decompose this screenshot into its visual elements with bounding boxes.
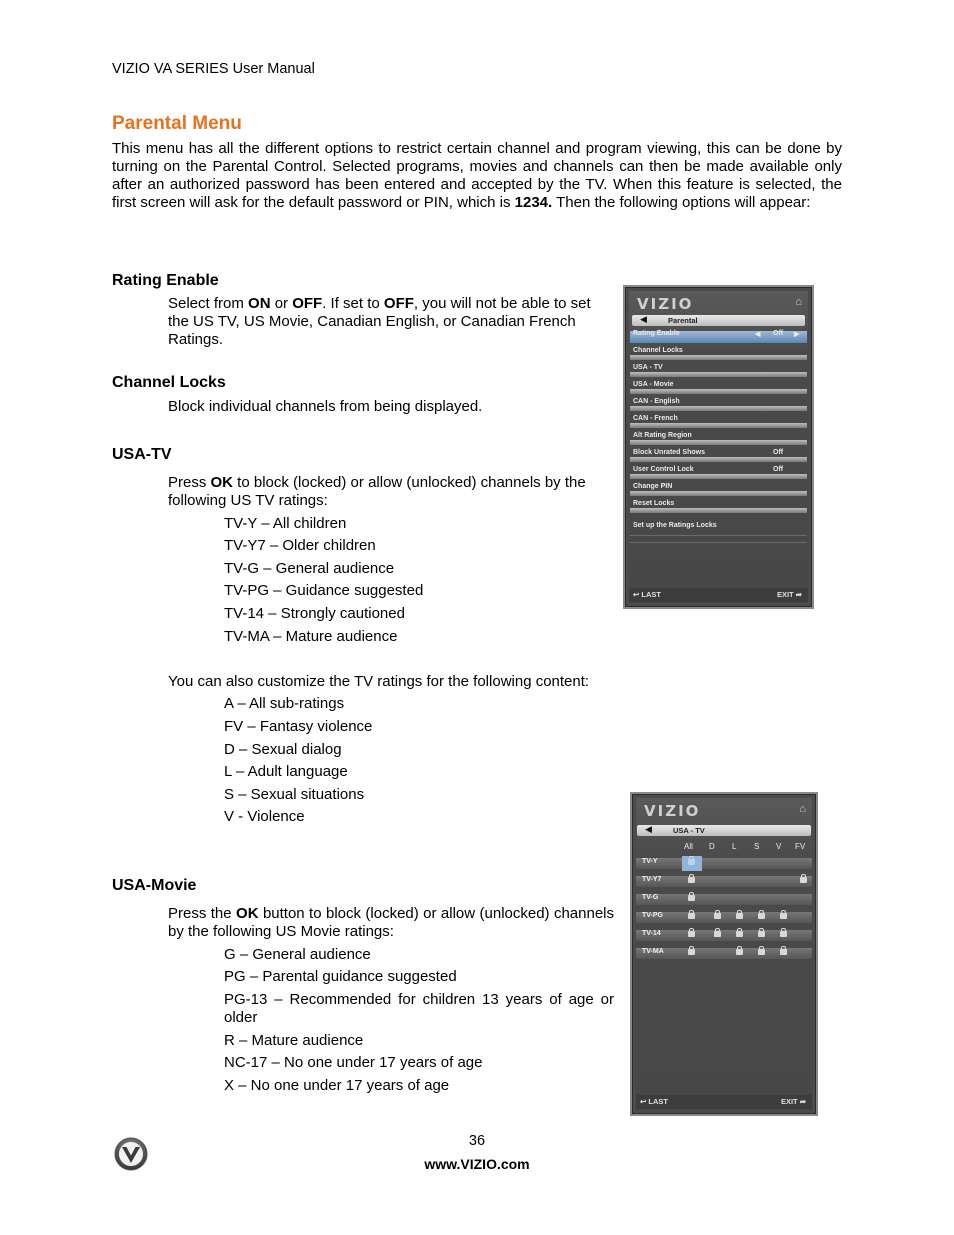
breadcrumb: ◀ Parental xyxy=(632,315,805,326)
lock-icon[interactable] xyxy=(780,949,787,955)
list-item: TV-Y – All children xyxy=(224,515,347,532)
section-title: Parental Menu xyxy=(112,113,242,134)
grid-row[interactable] xyxy=(636,910,812,925)
lock-icon[interactable] xyxy=(688,877,695,883)
list-item: D – Sexual dialog xyxy=(224,741,342,758)
vizio-v-logo xyxy=(112,1137,150,1171)
list-item: FV – Fantasy violence xyxy=(224,718,373,735)
list-item: X – No one under 17 years of age xyxy=(224,1077,450,1094)
list-item: PG – Parental guidance suggested xyxy=(224,968,457,985)
back-arrow-icon: ◀ xyxy=(640,314,647,324)
list-item: S – Sexual situations xyxy=(224,786,365,803)
lock-icon[interactable] xyxy=(736,949,743,955)
grid-row-band xyxy=(636,894,812,905)
last-button[interactable]: ↩ LAST xyxy=(633,590,661,599)
lock-icon[interactable] xyxy=(714,931,721,937)
grid-row-label: TV-MA xyxy=(642,948,664,955)
menu-item-can-english[interactable]: CAN - English xyxy=(630,399,807,411)
menu-item-usa-tv[interactable]: USA - TV xyxy=(630,365,807,377)
list-item: TV-14 – Strongly cautioned xyxy=(224,605,405,622)
menu-item-block-unrated[interactable]: Block Unrated Shows Off xyxy=(630,450,807,462)
website-link[interactable]: www.VIZIO.com xyxy=(424,1156,530,1172)
lock-icon[interactable] xyxy=(688,913,695,919)
list-item: TV-G – General audience xyxy=(224,560,395,577)
rating-enable-text: Select from ON or OFF. If set to OFF, you will not be able to set the US TV, US Movie, Canadian English, or Canadian French Ratings. xyxy=(168,295,591,348)
grid-row-band xyxy=(636,858,812,869)
grid-row-label: TV-Y7 xyxy=(642,876,662,883)
back-arrow-icon: ◀ xyxy=(645,824,652,834)
list-item: NC-17 – No one under 17 years of age xyxy=(224,1054,483,1071)
last-button[interactable]: ↩ LAST xyxy=(640,1097,668,1106)
menu-item-alt-rating-region[interactable]: Alt Rating Region xyxy=(630,433,807,445)
channel-locks-text: Block individual channels from being displayed. xyxy=(168,398,483,415)
grid-row-band xyxy=(636,876,812,887)
menu-item-reset-locks[interactable]: Reset Locks xyxy=(630,501,807,513)
heading-usa-tv: USA-TV xyxy=(112,446,172,463)
help-text: Set up the Ratings Locks xyxy=(633,522,717,529)
menu-item-rating-enable[interactable]: Rating Enable ◀ Off ▶ xyxy=(630,331,807,343)
menu-item-user-control-lock[interactable]: User Control Lock Off xyxy=(630,467,807,479)
lock-icon[interactable] xyxy=(758,913,765,919)
lock-icon[interactable] xyxy=(688,949,695,955)
grid-row-label: TV-G xyxy=(642,894,659,901)
heading-rating-enable: Rating Enable xyxy=(112,272,219,289)
grid-row[interactable] xyxy=(636,874,812,889)
list-item: V - Violence xyxy=(224,808,305,825)
heading-usa-movie: USA-Movie xyxy=(112,877,197,894)
grid-row[interactable] xyxy=(636,856,812,871)
exit-button[interactable]: EXIT ➦ xyxy=(776,590,802,599)
grid-row-label: TV-PG xyxy=(642,912,664,919)
menu-item-channel-locks[interactable]: Channel Locks xyxy=(630,348,807,360)
lock-icon[interactable] xyxy=(714,913,721,919)
tv-footer xyxy=(636,1095,812,1109)
custom-ratings-intro: You can also customize the TV ratings for the following content: xyxy=(168,673,590,690)
grid-row-label: TV-14 xyxy=(642,930,661,937)
left-arrow-icon: ◀ xyxy=(755,331,761,338)
lock-icon[interactable] xyxy=(688,931,695,937)
page-header: VIZIO VA SERIES User Manual xyxy=(112,61,315,77)
list-item: G – General audience xyxy=(224,946,371,963)
lock-icon[interactable] xyxy=(780,931,787,937)
divider xyxy=(630,542,807,543)
list-item: TV-MA – Mature audience xyxy=(224,628,398,645)
grid-row[interactable] xyxy=(636,928,812,943)
breadcrumb: ◀ USA - TV xyxy=(637,825,811,836)
grid-row-label: TV-Y xyxy=(642,858,658,865)
menu-item-change-pin[interactable]: Change PIN xyxy=(630,484,807,496)
lock-icon[interactable] xyxy=(780,913,787,919)
lock-icon[interactable] xyxy=(800,877,807,883)
list-item: R – Mature audience xyxy=(224,1032,364,1049)
divider xyxy=(630,535,807,536)
lock-icon[interactable] xyxy=(758,931,765,937)
lock-icon[interactable] xyxy=(688,859,695,865)
lock-icon[interactable] xyxy=(736,913,743,919)
list-item: L – Adult language xyxy=(224,763,348,780)
list-item: A – All sub-ratings xyxy=(224,695,345,712)
tv-screen-usa-tv xyxy=(630,792,818,1116)
page-number: 36 xyxy=(468,1133,486,1149)
grid-row[interactable] xyxy=(636,946,812,961)
usa-movie-text: Press the OK button to block (locked) or allow (unlocked) channels by the following US Movie ratings: xyxy=(168,905,614,940)
list-item: TV-Y7 – Older children xyxy=(224,537,376,554)
home-icon: ⌂ xyxy=(795,296,802,308)
intro-paragraph: This menu has all the different options to restrict certain channel and program viewing, this can be done by turning on the Parental Control. Selected programs, movies and channels can then be made available only after an authorized password has been entered and accepted by the TV. When this feature is selected, the first screen will ask for the default password or PIN, which is 1234. Then the following options will appear: xyxy=(112,140,842,211)
usa-tv-text: Press OK to block (locked) or allow (unlocked) channels by the following US TV ratings: xyxy=(168,474,586,509)
list-item: PG-13 – Recommended for children 13 years of age or older xyxy=(224,991,614,1026)
tv-footer xyxy=(629,588,808,602)
tv-screen-parental-menu xyxy=(623,285,814,609)
rating-columns-header: All D L S V FV xyxy=(684,842,806,851)
menu-item-usa-movie[interactable]: USA - Movie xyxy=(630,382,807,394)
lock-icon[interactable] xyxy=(758,949,765,955)
vizio-logo: VIZIO xyxy=(637,295,694,313)
rating-lock-grid xyxy=(636,856,812,964)
right-arrow-icon: ▶ xyxy=(794,331,800,338)
home-icon: ⌂ xyxy=(799,803,806,815)
lock-icon[interactable] xyxy=(736,931,743,937)
list-item: TV-PG – Guidance suggested xyxy=(224,582,424,599)
grid-row[interactable] xyxy=(636,892,812,907)
menu-item-can-french[interactable]: CAN - French xyxy=(630,416,807,428)
exit-button[interactable]: EXIT ➦ xyxy=(780,1097,806,1106)
lock-icon[interactable] xyxy=(688,895,695,901)
heading-channel-locks: Channel Locks xyxy=(112,374,226,391)
vizio-logo: VIZIO xyxy=(644,802,701,820)
